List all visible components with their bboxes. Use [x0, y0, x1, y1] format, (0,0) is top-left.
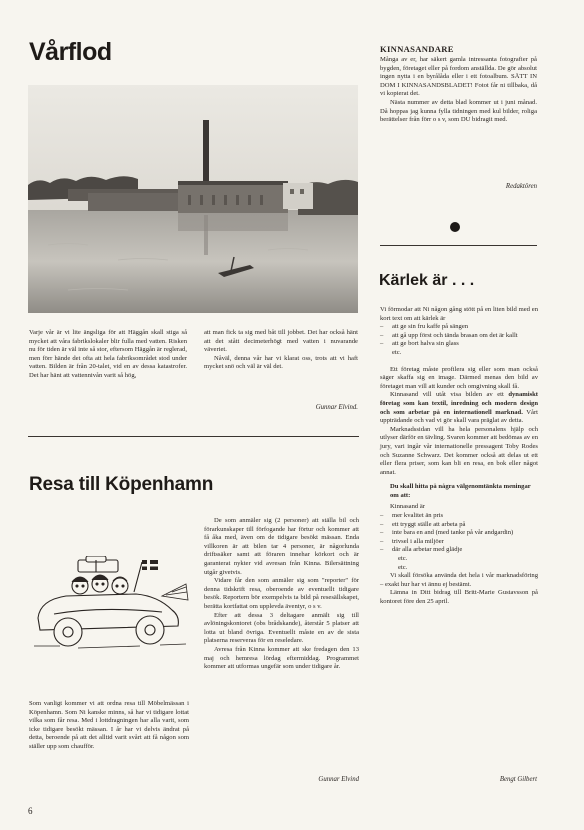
flood-photo: [28, 85, 358, 313]
karlek-list-item: – att gå upp först och tända brasan om det är kallt: [380, 332, 538, 341]
varflod-signature: Gunnar Elvind.: [315, 404, 358, 411]
karlek-question-item: – mer kvalitet än pris: [380, 512, 538, 521]
section-divider-right: [380, 245, 537, 246]
karlek-paragraph-6: Lämna in Ditt bidrag till Britt-Marie Gustavsson på kontoret före den 25 april.: [380, 589, 538, 605]
karlek-paragraph-3: [380, 391, 538, 425]
flood-photo-image: [28, 85, 358, 313]
karlek-question-item: – inte bara en and (med tanke på vår andgardin): [380, 529, 538, 538]
karlek-paragraph-5: Vi skall försöka använda det hela i vår marknadsföring – exakt hur har vi ännu ej bestämt.: [380, 572, 538, 588]
karlek-question-etc: etc.: [398, 555, 408, 563]
resa-column-2: [204, 517, 359, 672]
karlek-list: [380, 323, 538, 349]
karlek-question-item: – där alla arbetar med glädje: [380, 546, 538, 555]
karlek-paragraph-2: Ett företag måste profilera sig eller som man också säger skaffa sig en image. Därmed menas den bild av företaget man vill att kunder och omgivning skall få.: [380, 365, 538, 390]
kinnasandare-paragraph-2: Nästa nummer av detta blad kommer ut i juni månad. Då hoppas jag kunna fylla tidningen med kul bilder, roliga berättelser från förr o s v, som DU bidragit med.: [380, 98, 537, 124]
karlek-question-item: – trivsel i alla miljöer: [380, 538, 538, 547]
karlek-paragraph-4: Marknadssidan vill ha hela personalens hjälp och utlyser därför en tävling. Svaren kommer att bedömas av en jury, vari ingår vår internationelle pressagent Toby Rodes och Suzanne Schwarz. Det kommer också att delas ut ett eller flera priser, som kan bli en resa, en bok eller något annat.: [380, 425, 538, 476]
varflod-paragraph-2: att man fick ta sig med båt till jobbet. Det har också hänt att det stått decimeterhögt med vatten i nuvarande väveriet.: [204, 329, 358, 354]
section-divider-left: [28, 436, 359, 437]
karlek-signature: Bengt Gilbert: [499, 776, 537, 783]
karlek-question-item: – ett tryggt ställe att arbeta på: [380, 521, 538, 530]
kinnasandare-body: [380, 56, 537, 125]
kinnasandare-signature: Redaktören: [505, 183, 537, 190]
kinnasandare-heading: KINNASANDARE: [380, 44, 454, 54]
varflod-paragraph-1: Varje vår är vi lite ängsliga för att Häggån skall stiga så mycket att våra fabrikslokaler blir fulla med vatten. Risken nu för tiden är väl inte så stor, eftersom Häggån är reglerad, men förr hände det ofta att hela fabriksområdet stod under vatten. Bilden är från 20-talet, vid en av dessa katastrofer. Det har hänt att vattennivån varit så hög,: [29, 329, 187, 379]
resa-column-1: [29, 700, 189, 752]
karlek-title: Kärlek är . . .: [379, 272, 475, 289]
karlek-intro: Vi förmodar att Ni någon gång stött på en liten bild med en kort text om att kärlek är: [380, 306, 538, 322]
karlek-question-list: [380, 512, 538, 555]
varflod-column-1: [29, 329, 187, 381]
karlek-p3-bold: dynamiskt företag som kan textil, inredning och modern design och som arbetar på en internationell marknad.: [380, 391, 538, 416]
resa-signature: Gunnar Elvind: [318, 776, 359, 783]
karlek-p3-start: Kinnasand vill utåt visa bilden av ett: [390, 391, 509, 399]
bullet-dot: [450, 222, 460, 232]
resa-paragraph-5: Avresa från Kinna kommer att ske fredagen den 13 maj och hemresa lördag eftermiddag. Programmet kommer att utformas ungefär som under tidigare år.: [204, 645, 359, 671]
resa-paragraph-2: De som anmäler sig (2 personer) att ställa bil och förarkunskaper till förfogande har förtur och kommer att få åka med, även om de tidigare besökt mässan. Enda villkoren är att bilen tar 4 personer, är någorlunda driftssäker samt att föraren innehar körkort och är garanterat nykter vid avresan från Kinna. Bilersättning utgår givetvis.: [204, 517, 359, 576]
car-cartoon-image: [30, 556, 190, 666]
varflod-title: Vårflod: [29, 38, 112, 66]
karlek-body: [380, 306, 538, 607]
resa-paragraph-1: Som vanligt kommer vi att ordna resa till Möbelmässan i Köpenhamn. Som Ni kanske minns, så har vi tidigare lottat vilka som får resa. Med i lottdragningen har alla varit, som icke tidigare besökt mässan. I år har vi delvis ändrat på detta, beroende på att det alltid varit svårt att få någon som ställer upp som chaufför.: [29, 700, 189, 750]
varflod-column-2: [204, 329, 358, 372]
spacer: [380, 358, 538, 366]
varflod-paragraph-3: Nåväl, denna vår har vi klarat oss, trots att vi haft mycket snö och väl är väl det.: [204, 354, 358, 371]
karlek-question: Du skall hitta på några välgenomtänkta meningar om att:: [390, 483, 531, 499]
karlek-question-lead: Kinnasand är: [390, 503, 425, 511]
resa-paragraph-3: Vidare får den som anmäler sig som "reporter" för denna tidskrift resa, oberoende av eventuellt tidigare besök. Reportern bör exempelvis ta bild på resesällskapet, berätta kortfattat om upplevda äventyr, o s v.: [204, 577, 359, 610]
karlek-question-etc: etc.: [398, 563, 408, 571]
karlek-list-item: – att ge sin fru kaffe på sängen: [380, 323, 538, 332]
kinnasandare-paragraph-1: Många av er, har säkert gamla intressanta fotografier på bygden, företaget eller på fordom anställda. De gör absolut ingen nytta i en byrålåda eller i ett fotoalbum. SÄTT IN DOM I KINNASANDSBLADET! Fotot får ni tillbaka, då vi kopierat det.: [380, 56, 537, 98]
karlek-p3-end: Vårt uppträdande och vad vi gör skall vara präglat av detta.: [380, 408, 538, 425]
car-illustration: [30, 556, 190, 666]
resa-title: Resa till Köpenhamn: [29, 474, 214, 495]
resa-paragraph-4: Efter att dessa 3 deltagare anmält sig till avlöningskontoret (obs brådskande), återstår 5 platser att lotta ut bland övriga. Eventuellt måste en av de sista platserna reserveras för en reseledare.: [204, 611, 359, 645]
page-number: 6: [28, 806, 33, 816]
karlek-etc: etc.: [392, 348, 402, 356]
karlek-list-item: – att ge bort halva sin glass: [380, 340, 538, 349]
